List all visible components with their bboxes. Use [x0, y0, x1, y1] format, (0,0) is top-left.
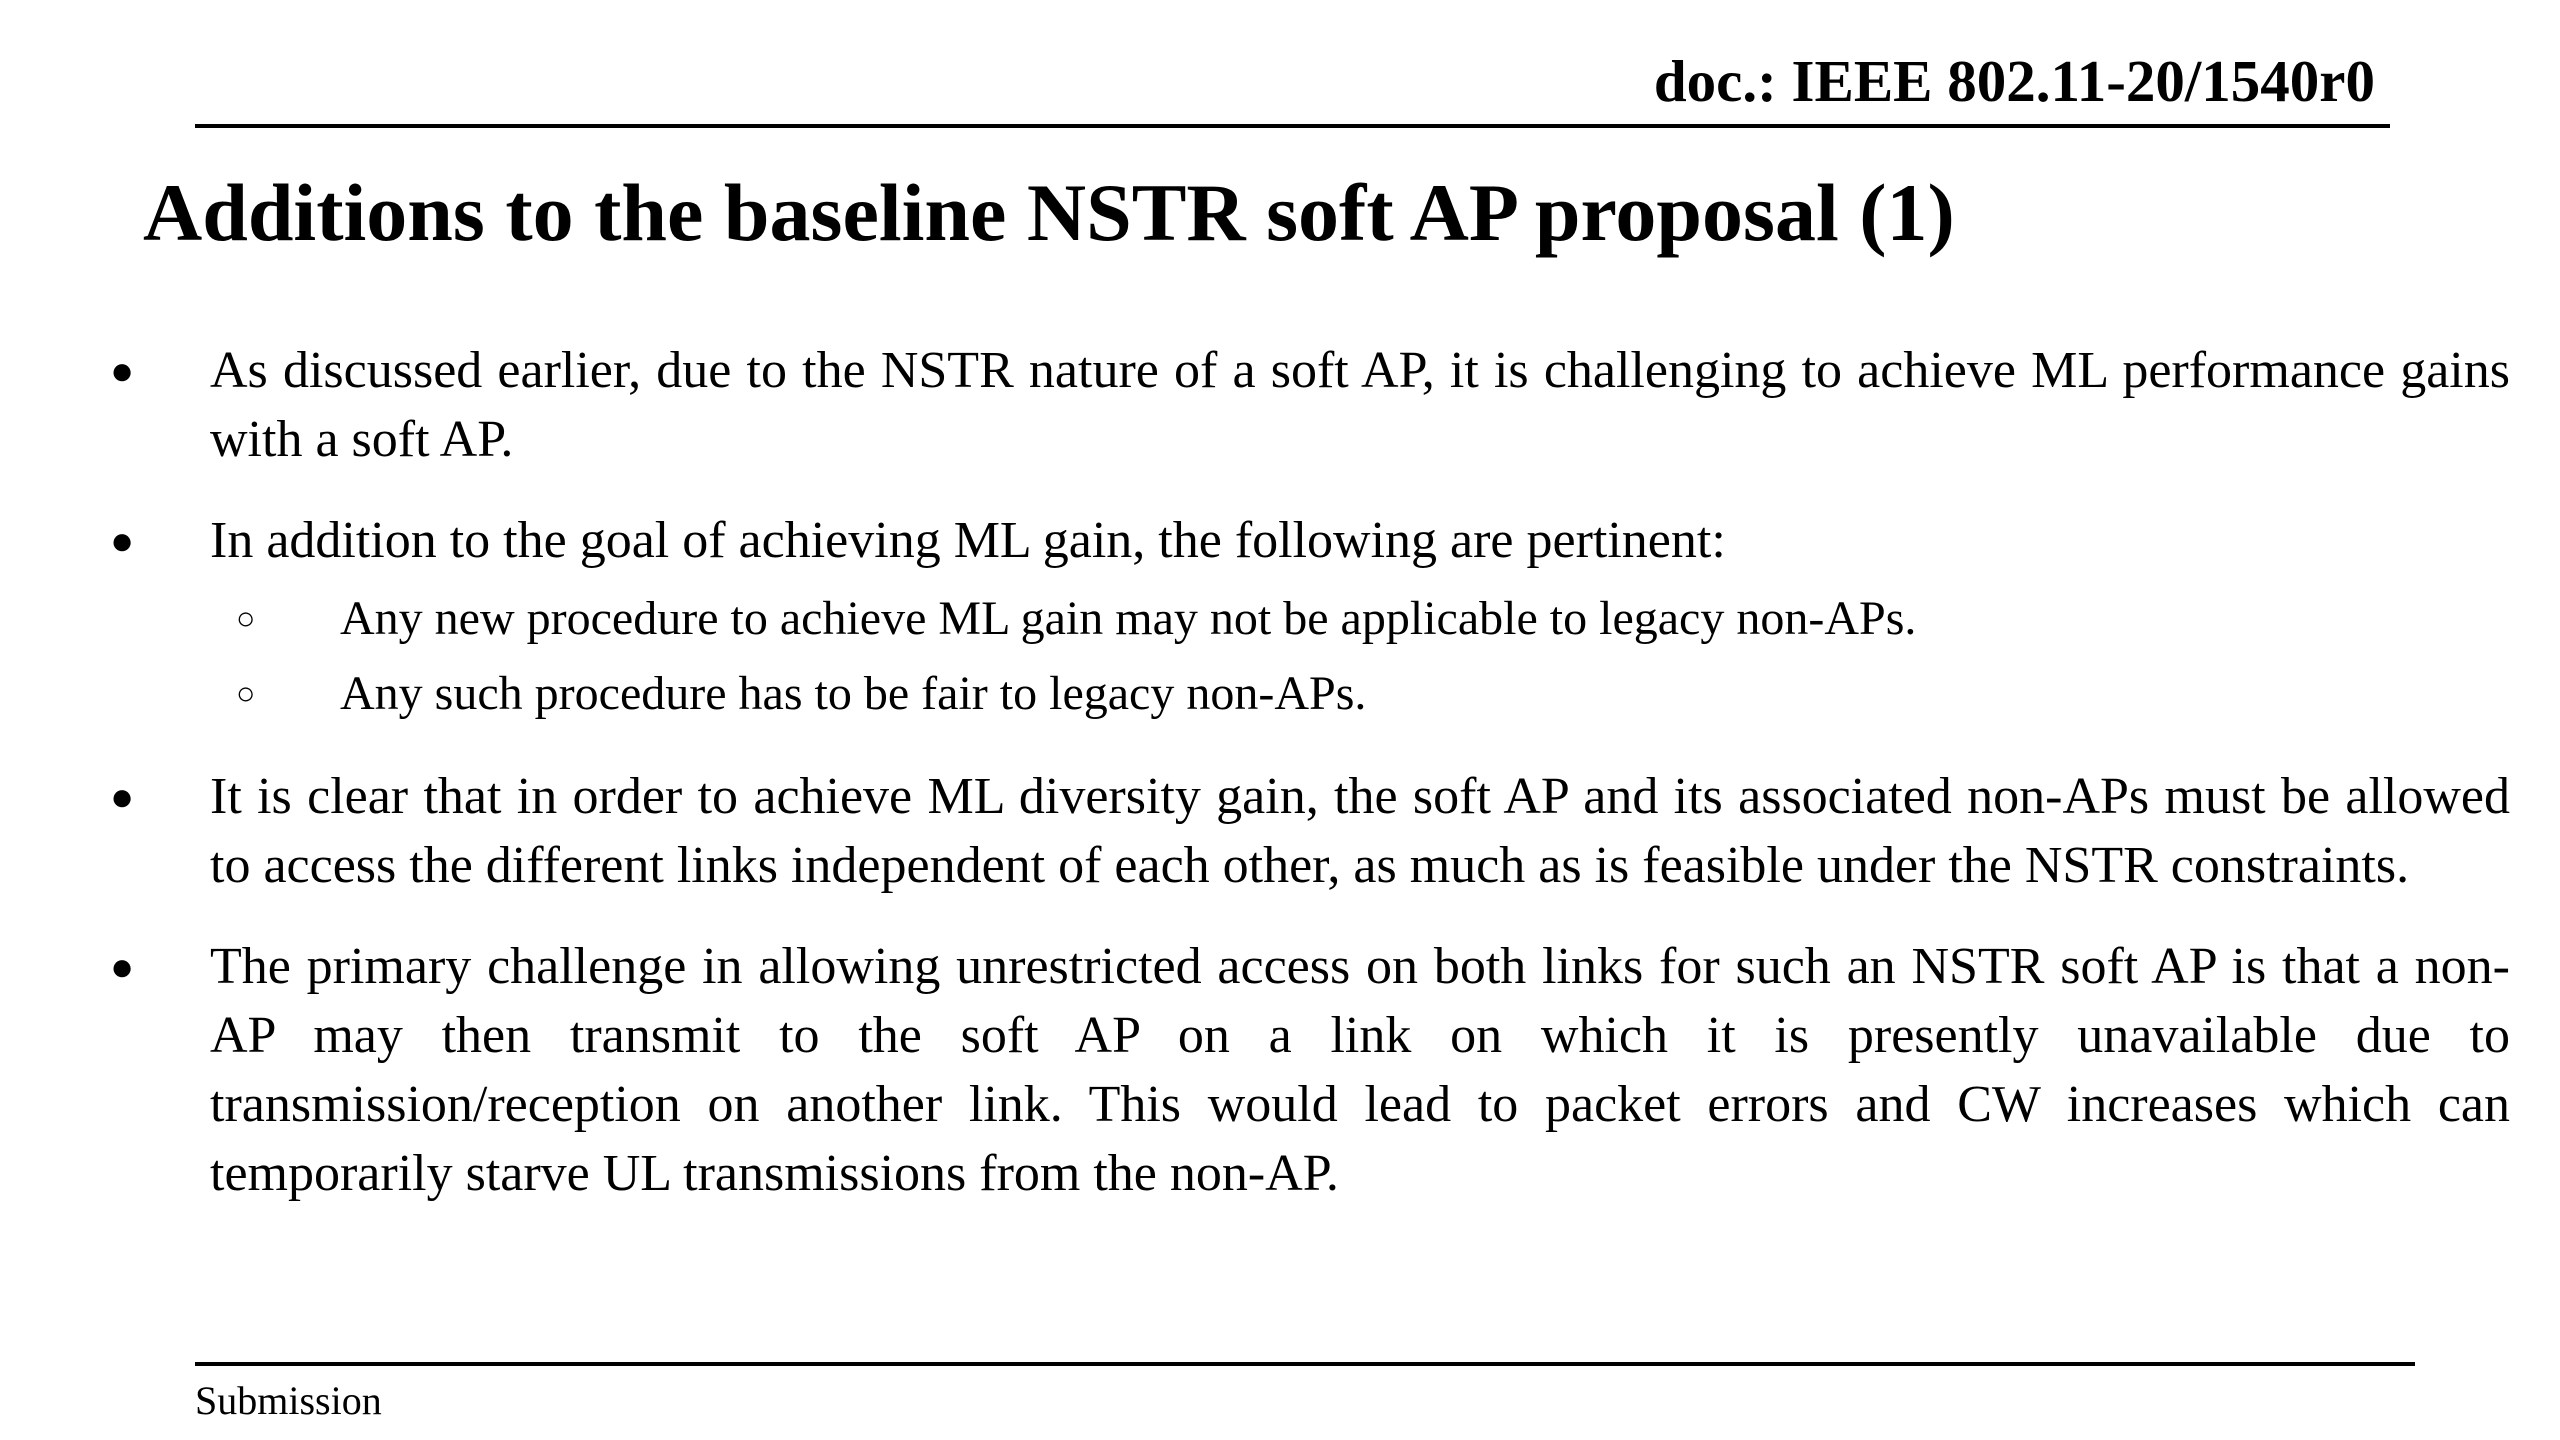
sub-bullet-text: Any such procedure has to be fair to legacy non-APs. — [340, 667, 1367, 720]
sub-bullet-item — [110, 581, 2510, 656]
bullet-list — [110, 336, 2510, 1208]
bullet-item — [110, 762, 2510, 900]
bullet-text: As discussed earlier, due to the NSTR nature of a soft AP, it is challenging to achieve ML performance gains with a soft AP. — [210, 342, 2510, 468]
doc-header: doc.: IEEE 802.11-20/1540r0 — [1653, 48, 2375, 114]
sub-bullet-text: Any new procedure to achieve ML gain may not be applicable to legacy non-APs. — [340, 592, 1917, 645]
bullet-text: In addition to the goal of achieving ML gain, the following are pertinent: — [210, 512, 1726, 569]
bullet-dot-icon: ● — [110, 518, 135, 563]
bullet-item — [110, 932, 2510, 1208]
header-rule — [195, 124, 2390, 128]
sub-bullet-list — [110, 581, 2510, 731]
footer-label: Submission — [195, 1378, 382, 1423]
sub-bullet-item — [110, 656, 2510, 731]
hollow-circle-icon: ○ — [236, 675, 256, 711]
bullet-item — [110, 506, 2510, 575]
bullet-dot-icon: ● — [110, 348, 135, 393]
bullet-dot-icon: ● — [110, 944, 135, 989]
hollow-circle-icon: ○ — [236, 600, 256, 636]
slide-title: Additions to the baseline NSTR soft AP proposal (1) — [143, 167, 1955, 258]
bullet-dot-icon: ● — [110, 774, 135, 819]
bullet-text: It is clear that in order to achieve ML diversity gain, the soft AP and its associated non-APs must be allowed to access the different links independent of each other, as much as is feasible under the NSTR constraints. — [210, 768, 2510, 894]
footer-rule — [195, 1362, 2415, 1366]
bullet-text: The primary challenge in allowing unrestricted access on both links for such an NSTR soft AP is that a non-AP may then transmit to the soft AP on a link on which it is presently unavailable due to transmission/reception on another link. This would lead to packet errors and CW increases which can temporarily starve UL transmissions from the non-AP. — [210, 938, 2510, 1202]
bullet-item — [110, 336, 2510, 474]
